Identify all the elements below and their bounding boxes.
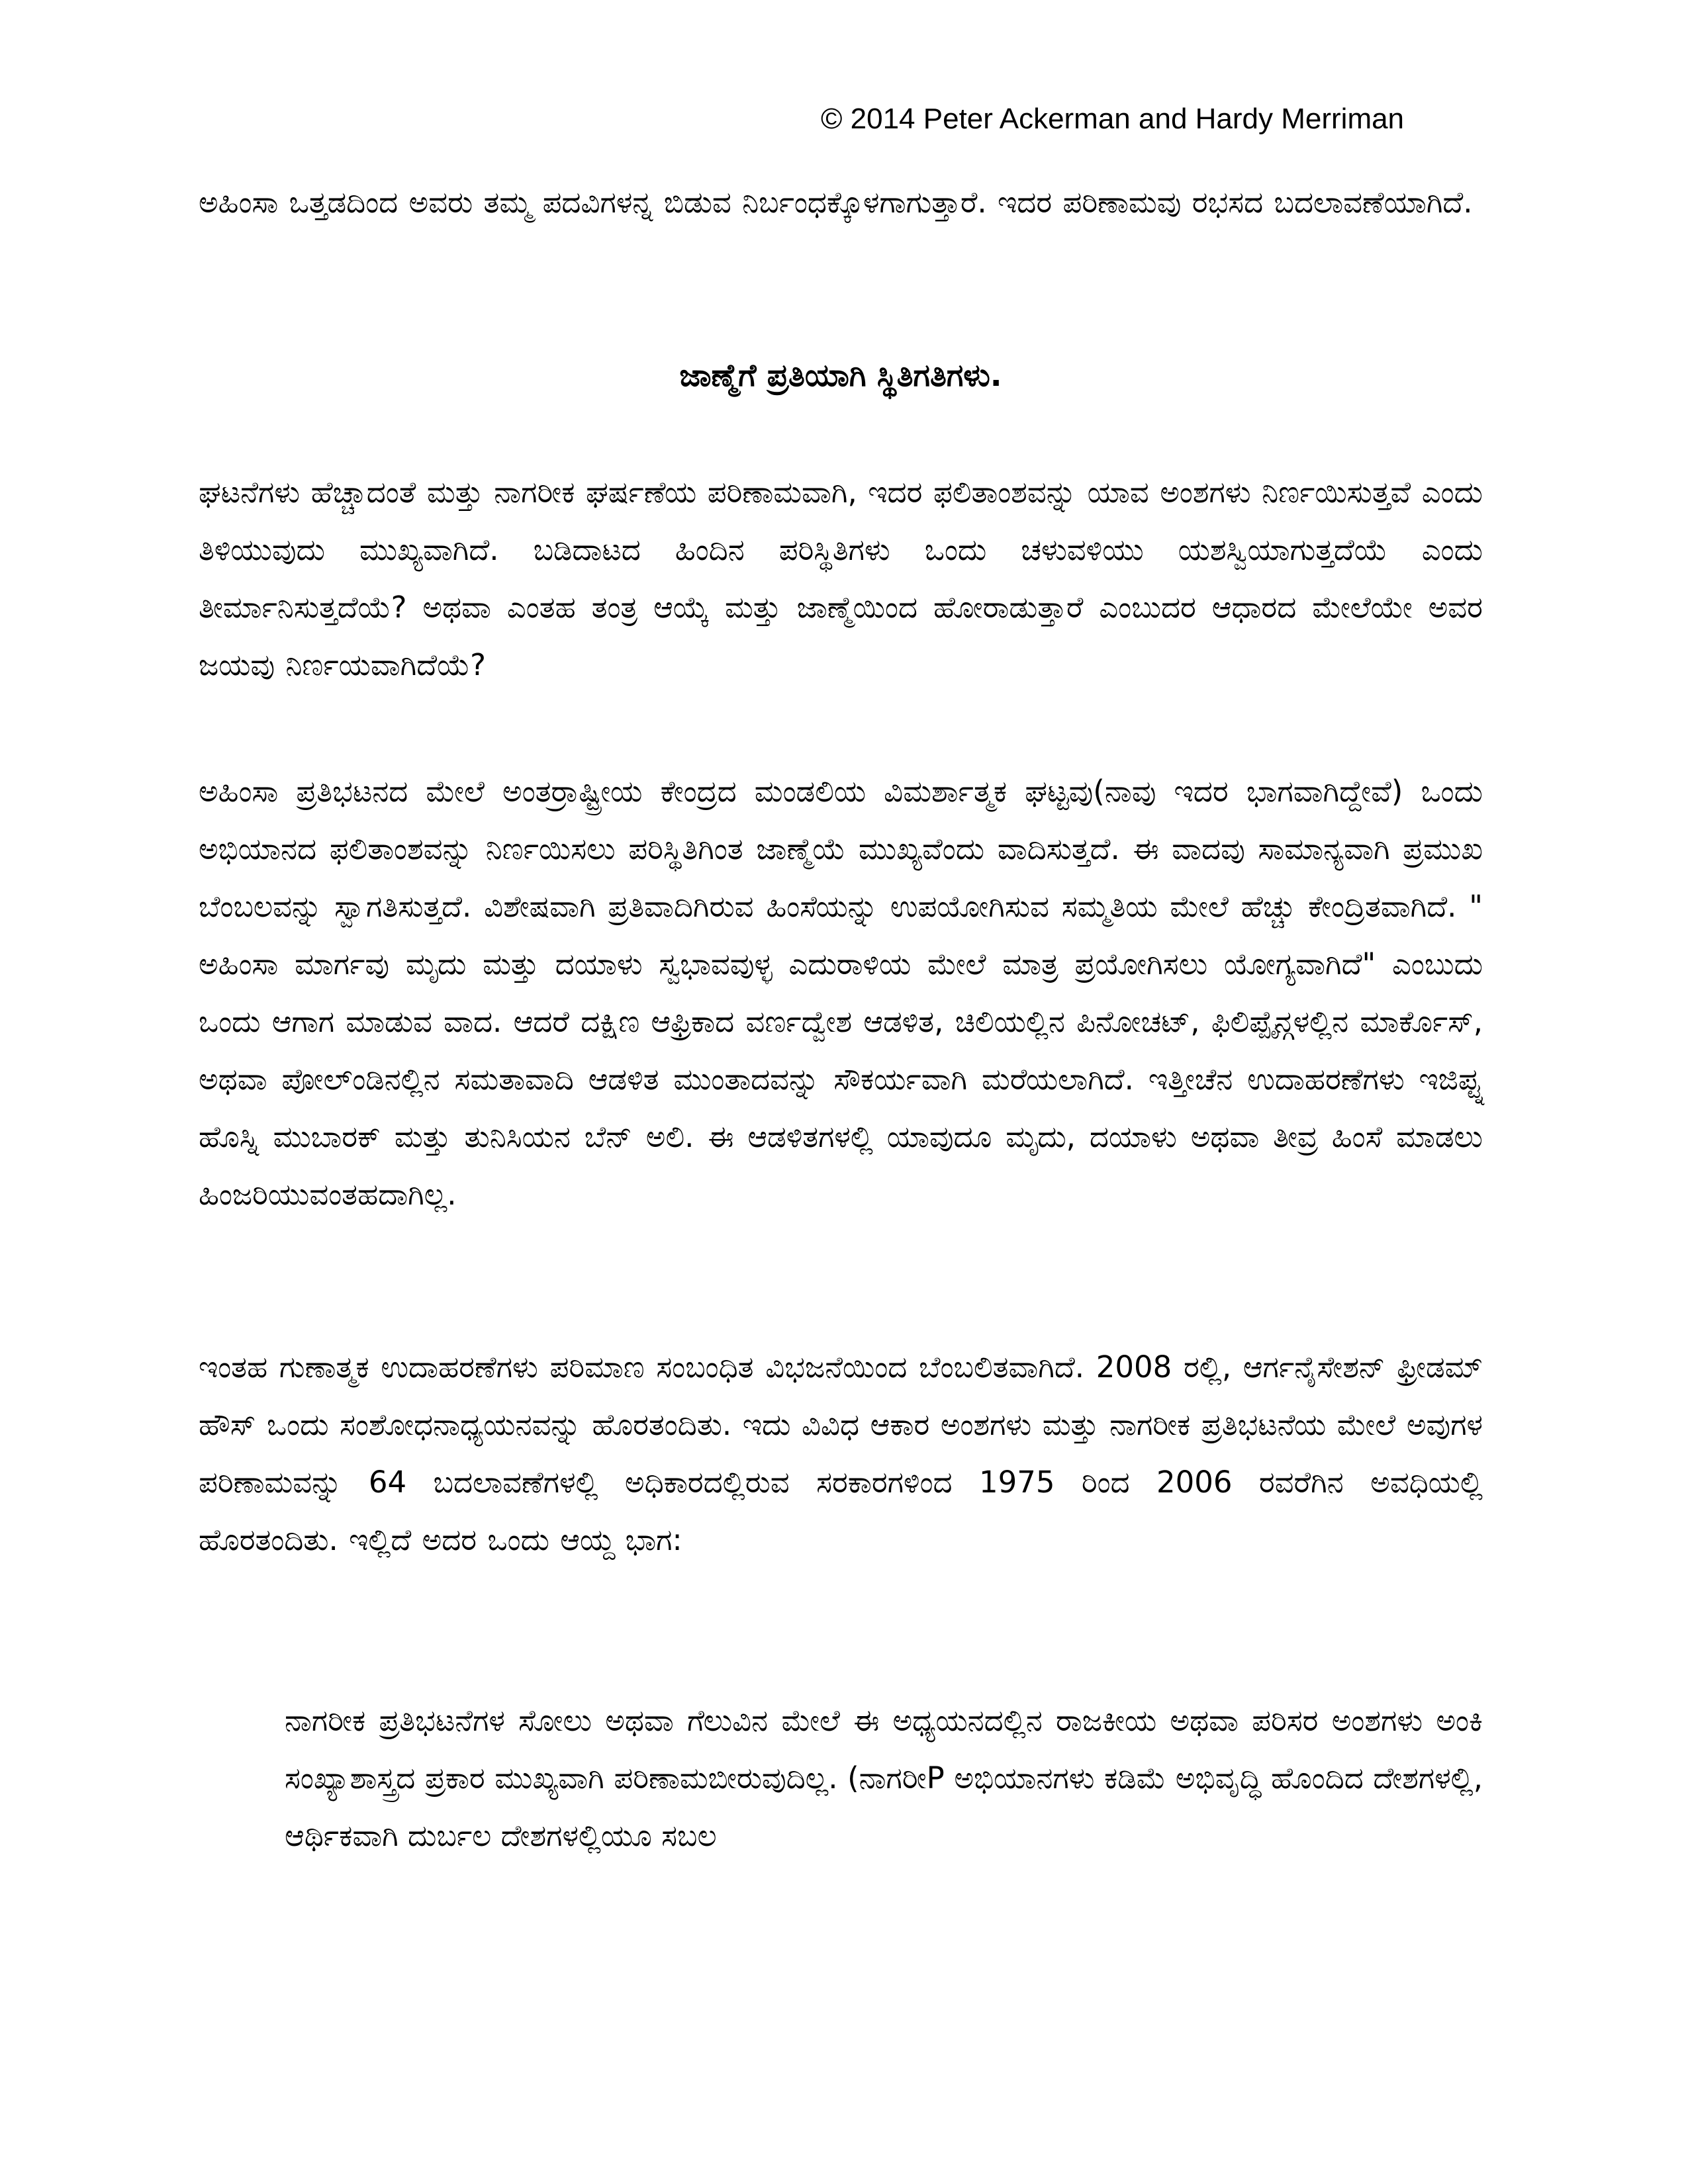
- intro-paragraph: ಅಹಿಂಸಾ ಒತ್ತಡದಿಂದ ಅವರು ತಮ್ಮ ಪದವಿಗಳನ್ನ ಬಿಡುವ ನಿರ್ಬಂಧಕ್ಕೊಳಗಾಗುತ್ತಾರೆ. ಇದರ ಪರಿಣಾಮವು ರಭಸದ ಬದಲಾವಣೆಯಾಗಿದೆ.: [199, 185, 1473, 220]
- copyright-header: © 2014 Peter Ackerman and Hardy Merriman: [821, 103, 1405, 135]
- paragraph-1: ಘಟನೆಗಳು ಹೆಚ್ಚಾದಂತೆ ಮತ್ತು ನಾಗರೀಕ ಘರ್ಷಣೆಯ ಪರಿಣಾಮವಾಗಿ, ಇದರ ಫಲಿತಾಂಶವನ್ನು ಯಾವ ಅಂಶಗಳು ನಿರ್ಣಯಿಸುತ್ತವೆ ಎಂದು ತಿಳಿಯುವುದು ಮುಖ್ಯವಾಗಿದೆ. ಬಡಿದಾಟದ ಹಿಂದಿನ ಪರಿಸ್ಥಿತಿಗಳು ಒಂದು ಚಳುವಳಿಯು ಯಶಸ್ವಿಯಾಗುತ್ತದೆಯೆ ಎಂದು ತೀರ್ಮಾನಿಸುತ್ತದೆಯೆ? ಅಥವಾ ಎಂತಹ ತಂತ್ರ ಆಯ್ಕೆ ಮತ್ತು ಜಾಣ್ಮೆಯಿಂದ ಹೋರಾಡುತ್ತಾರೆ ಎಂಬುದರ ಆಧಾರದ ಮೇಲೆಯೇ ಅವರ ಜಯವು ನಿರ್ಣಯವಾಗಿದೆಯೆ?: [199, 475, 1483, 682]
- block-quote: ನಾಗರೀಕ ಪ್ರತಿಭಟನೆಗಳ ಸೋಲು ಅಥವಾ ಗೆಲುವಿನ ಮೇಲೆ ಈ ಅಧ್ಯಯನದಲ್ಲಿನ ರಾಜಕೀಯ ಅಥವಾ ಪರಿಸರ ಅಂಶಗಳು ಅಂಕಿ ಸಂಖ್ಯಾಶಾಸ್ತ್ರದ ಪ್ರಕಾರ ಮುಖ್ಯವಾಗಿ ಪರಿಣಾಮಬೀರುವುದಿಲ್ಲ. (ನಾಗರೀP ಅಭಿಯಾನಗಳು ಕಡಿಮೆ ಅಭಿವೃದ್ಧಿ ಹೊಂದಿದ ದೇಶಗಳಲ್ಲಿ, ಆರ್ಥಿಕವಾಗಿ ದುರ್ಬಲ ದೇಶಗಳಲ್ಲಿಯೂ ಸಬಲ: [285, 1703, 1483, 1853]
- paragraph-2: ಅಹಿಂಸಾ ಪ್ರತಿಭಟನದ ಮೇಲೆ ಅಂತರ್ರಾಷ್ಟ್ರೀಯ ಕೇಂದ್ರದ ಮಂಡಲಿಯ ವಿಮರ್ಶಾತ್ಮಕ ಘಟ್ಟವು(ನಾವು ಇದರ ಭಾಗವಾಗಿದ್ದೇವೆ) ಒಂದು ಅಭಿಯಾನದ ಫಲಿತಾಂಶವನ್ನು ನಿರ್ಣಯಿಸಲು ಪರಿಸ್ಥಿತಿಗಿಂತ ಜಾಣ್ಮೆಯೆ ಮುಖ್ಯವೆಂದು ವಾದಿಸುತ್ತದೆ. ಈ ವಾದವು ಸಾಮಾನ್ಯವಾಗಿ ಪ್ರಮುಖ ಬೆಂಬಲವನ್ನು ಸ್ವಾಗತಿಸುತ್ತದೆ. ವಿಶೇಷವಾಗಿ ಪ್ರತಿವಾದಿಗಿರುವ ಹಿಂಸೆಯನ್ನು ಉಪಯೋಗಿಸುವ ಸಮ್ಮತಿಯ ಮೇಲೆ ಹೆಚ್ಚು ಕೇಂದ್ರಿತವಾಗಿದೆ. " ಅಹಿಂಸಾ ಮಾರ್ಗವು ಮೃದು ಮತ್ತು ದಯಾಳು ಸ್ವಭಾವವುಳ್ಳ ಎದುರಾಳಿಯ ಮೇಲೆ ಮಾತ್ರ ಪ್ರಯೋಗಿಸಲು ಯೋಗ್ಯವಾಗಿದೆ" ಎಂಬುದು ಒಂದು ಆಗಾಗ ಮಾಡುವ ವಾದ. ಆದರೆ ದಕ್ಷಿಣ ಆಫ್ರಿಕಾದ ವರ್ಣದ್ವೇಶ ಆಡಳಿತ, ಚಿಲಿಯಲ್ಲಿನ ಪಿನೋಚಟ್, ಫಿಲಿಪ್ಪೈನ್ಗಳಲ್ಲಿನ ಮಾರ್ಕೊಸ್, ಅಥವಾ ಪೋಲ್ಂಡಿನಲ್ಲಿನ ಸಮತಾವಾದಿ ಆಡಳಿತ ಮುಂತಾದವನ್ನು ಸೌಕರ್ಯವಾಗಿ ಮರೆಯಲಾಗಿದೆ. ಇತ್ತೀಚೆನ ಉದಾಹರಣೆಗಳು ಇಜಿಪ್ಟ್ನ ಹೊಸ್ನಿ ಮುಬಾರಕ್ ಮತ್ತು ತುನಿಸಿಯನ ಬೆನ್ ಅಲಿ. ಈ ಆಡಳಿತಗಳಲ್ಲಿ ಯಾವುದೂ ಮೃದು, ದಯಾಳು ಅಥವಾ ತೀವ್ರ ಹಿಂಸೆ ಮಾಡಲು ಹಿಂಜರಿಯುವಂತಹದಾಗಿಲ್ಲ.: [199, 774, 1483, 1212]
- section-heading: ಜಾಣ್ಮೆಗೆ ಪ್ರತಿಯಾಗಿ ಸ್ಥಿತಿಗತಿಗಳು.: [679, 357, 1002, 394]
- paragraph-3: ಇಂತಹ ಗುಣಾತ್ಮಕ ಉದಾಹರಣೆಗಳು ಪರಿಮಾಣ ಸಂಬಂಧಿತ ವಿಭಜನೆಯಿಂದ ಬೆಂಬಲಿತವಾಗಿದೆ. 2008 ರಲ್ಲಿ, ಆರ್ಗನೈಸೇಶನ್ ಫ್ರೀಡಮ್ ಹೌಸ್ ಒಂದು ಸಂಶೋಧನಾಧ್ಯಯನವನ್ನು ಹೊರತಂದಿತು. ಇದು ವಿವಿಧ ಆಕಾರ ಅಂಶಗಳು ಮತ್ತು ನಾಗರೀಕ ಪ್ರತಿಭಟನೆಯ ಮೇಲೆ ಅವುಗಳ ಪರಿಣಾಮವನ್ನು 64 ಬದಲಾವಣೆಗಳಲ್ಲಿ ಅಧಿಕಾರದಲ್ಲಿರುವ ಸರಕಾರಗಳಿಂದ 1975 ರಿಂದ 2006 ರವರೆಗಿನ ಅವಧಿಯಲ್ಲಿ ಹೊರತಂದಿತು. ಇಲ್ಲಿದೆ ಅದರ ಒಂದು ಆಯ್ದ ಭಾಗ:: [199, 1349, 1483, 1557]
